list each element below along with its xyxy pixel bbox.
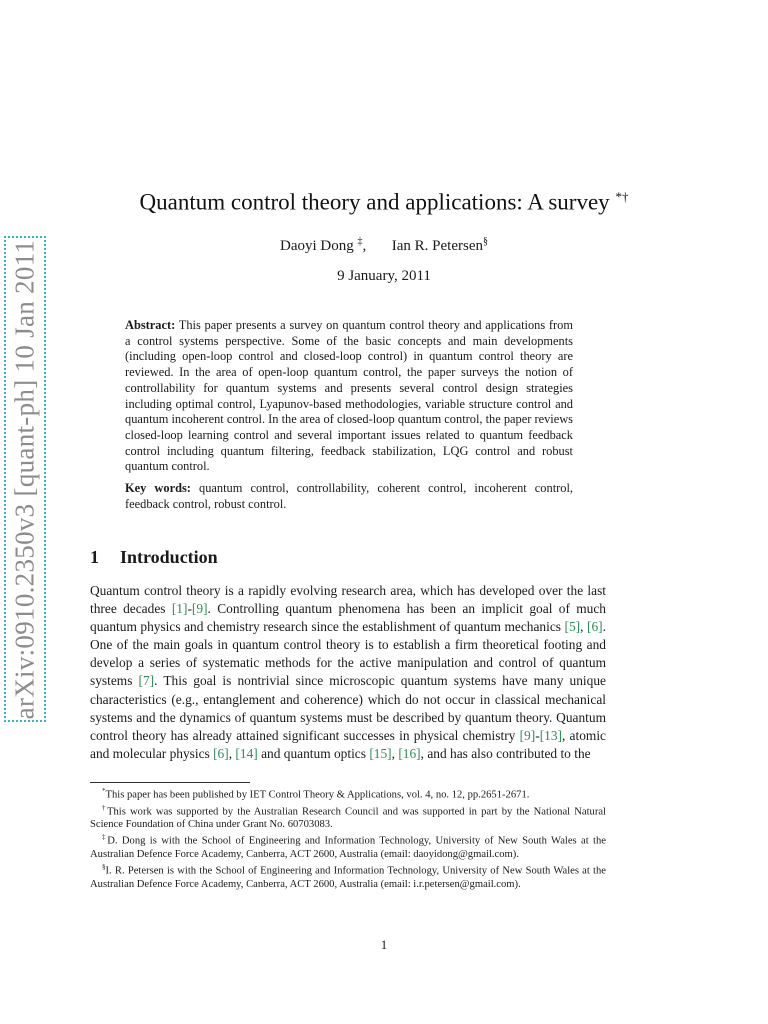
body-text-run: ,	[580, 619, 588, 635]
citation-link[interactable]: [9]	[519, 727, 536, 743]
footnote-divider	[90, 782, 250, 783]
author-name: Ian R. Petersen	[391, 238, 483, 254]
section-heading	[90, 547, 218, 568]
footnote-text: D. Dong is with the School of Engineering and Information Technology, University of New South Wales at the Australian Defence Force Academy, Canberra, ACT 2600, Australia (email: daoyidong@gmail.com).	[90, 835, 606, 860]
footnote-mark: †	[102, 803, 108, 812]
citation-link[interactable]: [16]	[398, 745, 421, 761]
footnote-mark: ‡	[102, 833, 108, 842]
citation-link[interactable]: [6]	[587, 619, 603, 635]
body-text-run: and quantum optics	[257, 745, 370, 761]
section-number: 1	[90, 547, 99, 567]
body-text-run: . Controlling quantum phenomena has been an implicit goal of much quantum physics and chemistry research since the establishment of quantum mechanics	[90, 601, 606, 635]
intro-paragraph	[90, 582, 606, 763]
citation-link[interactable]: [7]	[138, 673, 155, 689]
title-footnote-marks[interactable]: *†	[615, 189, 629, 204]
body-text-run: , atomic and molecular physics	[90, 727, 606, 761]
paper-title	[0, 189, 768, 216]
body-text-run: . One of the main goals in quantum control theory is to establish a firm theoretical footing and develop a series of systematic methods for the active manipulation and control of quantum systems	[90, 619, 606, 689]
citation-link[interactable]: [1]	[171, 601, 188, 617]
author-name: Daoyi Dong	[280, 238, 354, 254]
author-list	[0, 236, 768, 255]
keywords-text: quantum control, controllability, coherent control, incoherent control, feedback control, robust control.	[125, 481, 573, 511]
footnote	[90, 831, 606, 861]
footnote	[90, 785, 606, 802]
footnote-text: I. R. Petersen is with the School of Engineering and Information Technology, University of New South Wales at the Australian Defence Force Academy, Canberra, ACT 2600, Australia (email: i.r.petersen@gmail.com).	[90, 865, 606, 890]
citation-link[interactable]: [14]	[235, 745, 258, 761]
paper-date: 9 January, 2011	[337, 268, 431, 284]
citation-link[interactable]: [13]	[539, 727, 562, 743]
body-text-run: . This goal is nontrivial since microscopic quantum systems have many unique characteristics (e.g., entanglement and coherence) which do not occur in classical mechanical systems and the dynamics of quantum systems must be described by quantum theory. Quantum control theory has already attained significant successes in physical chemistry	[90, 673, 606, 743]
footnote	[90, 861, 606, 891]
author-separator: ,	[362, 238, 367, 254]
footnote-text: This work was supported by the Australian Research Council and was supported in part by the National Natural Science Foundation of China under Grant No. 60703083.	[90, 806, 607, 831]
page-number: 1	[380, 937, 388, 952]
citation-link[interactable]: [6]	[213, 745, 229, 761]
citation-link[interactable]: [9]	[191, 601, 208, 617]
author-footnote-mark[interactable]: ‡	[357, 236, 363, 247]
citation-link[interactable]: [15]	[369, 745, 392, 761]
abstract-text: This paper presents a survey on quantum control theory and applications from a control systems perspective. Some of the basic concepts and main developments (including open-loop control and closed-loop control) in quantum control theory are reviewed. In the area of open-loop quantum control, the paper surveys the notion of controllability for quantum systems and presents several control design strategies including optimal control, Lyapunov-based methodologies, variable structure control and quantum incoherent control. In the area of closed-loop quantum control, the paper reviews closed-loop learning control and several important issues related to quantum feedback control including quantum filtering, feedback stabilization, LQG control and robust quantum control.	[125, 318, 574, 474]
body-text-run: ,	[391, 745, 399, 761]
footnote-text: This paper has been published by IET Control Theory & Applications, vol. 4, no. 12, pp.2651-2671.	[105, 789, 530, 801]
keywords-label: Key words:	[125, 481, 191, 496]
section-title: Introduction	[120, 547, 218, 567]
body-text-run: -	[187, 601, 192, 617]
citation-link[interactable]: [5]	[564, 619, 581, 635]
title-text: Quantum control theory and applications: A survey	[139, 189, 610, 215]
footnote-mark: *	[102, 787, 106, 795]
author-footnote-mark[interactable]: §	[482, 236, 488, 247]
abstract-label: Abstract:	[125, 318, 176, 332]
footnote	[90, 802, 606, 832]
arxiv-stamp[interactable]	[4, 236, 46, 722]
keywords	[125, 481, 573, 512]
body-text-run: Quantum control theory is a rapidly evolving research area, which has developed over the last three decades	[90, 583, 606, 617]
abstract-paragraph	[125, 318, 573, 475]
body-text-run: -	[535, 727, 540, 743]
footnote-mark: §	[102, 863, 106, 872]
abstract	[125, 318, 573, 512]
footnotes	[90, 785, 606, 891]
body-text-run: ,	[228, 745, 236, 761]
arxiv-id: arXiv:0910.2350v3 [quant-ph] 10 Jan 2011	[9, 239, 40, 719]
body-text-run: , and has also contributed to the	[420, 745, 591, 761]
